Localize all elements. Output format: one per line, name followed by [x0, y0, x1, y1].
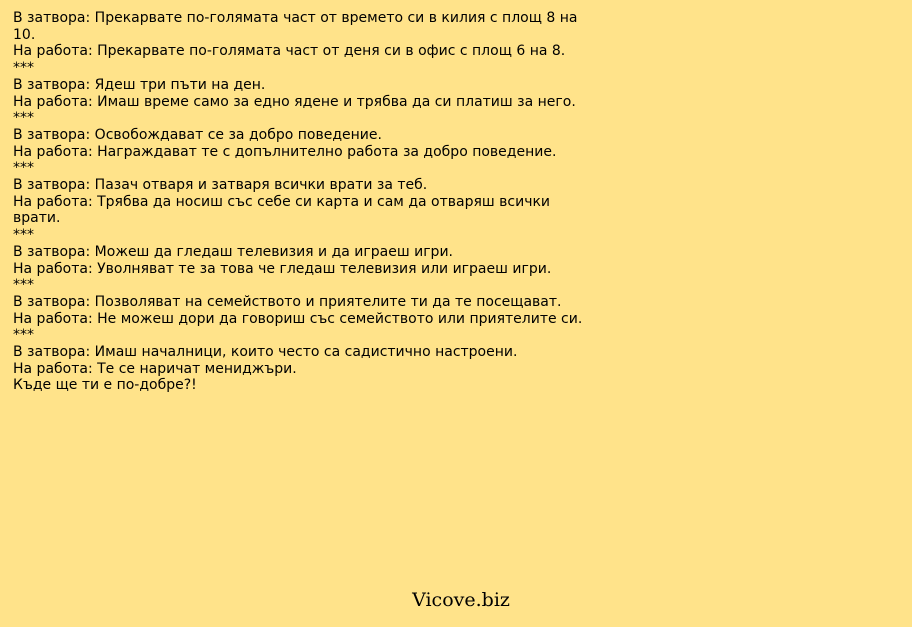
- text-line: В затвора: Ядеш три пъти на ден.: [13, 76, 266, 93]
- text-line: На работа: Имаш време само за едно ядене и трябва да си платиш за него.: [13, 93, 576, 110]
- text-line: На работа: Награждават те с допълнително работа за добро поведение.: [13, 143, 557, 160]
- joke-text: [13, 10, 588, 394]
- text-line: На работа: Уволняват те за това че гледаш телевизия или играеш игри.: [13, 260, 552, 277]
- text-line: В затвора: Прекарвате по-голямата част от времето си в килия с площ 8 на 10.: [13, 10, 578, 43]
- text-line: На работа: Прекарвате по-голямата част от деня си в офис с площ 6 на 8.: [13, 43, 566, 60]
- text-line: На работа: Трябва да носиш със себе си карта и сам да отваряш всички врати.: [13, 193, 551, 227]
- text-line: В затвора: Можеш да гледаш телевизия и да играеш игри.: [13, 243, 453, 260]
- separator: ***: [13, 60, 34, 77]
- text-line: На работа: Те се наричат мениджъри.: [13, 360, 297, 377]
- text-line: В затвора: Позволяват на семейството и приятелите ти да те посещават.: [13, 293, 562, 310]
- separator: ***: [13, 160, 34, 177]
- text-line: В затвора: Освобождават се за добро поведение.: [13, 126, 382, 143]
- separator: ***: [13, 327, 34, 344]
- closing-question: Къде ще ти е по-добре?!: [13, 377, 197, 394]
- separator: ***: [13, 277, 34, 294]
- text-line: В затвора: Имаш началници, които често са садистично настроени.: [13, 344, 518, 361]
- separator: ***: [13, 110, 34, 127]
- site-watermark: Vicove.biz: [412, 589, 510, 611]
- text-line: В затвора: Пазач отваря и затваря всички врати за теб.: [13, 177, 428, 194]
- separator: ***: [13, 227, 34, 244]
- text-line: На работа: Не можеш дори да говориш със семейството или приятелите си.: [13, 310, 583, 327]
